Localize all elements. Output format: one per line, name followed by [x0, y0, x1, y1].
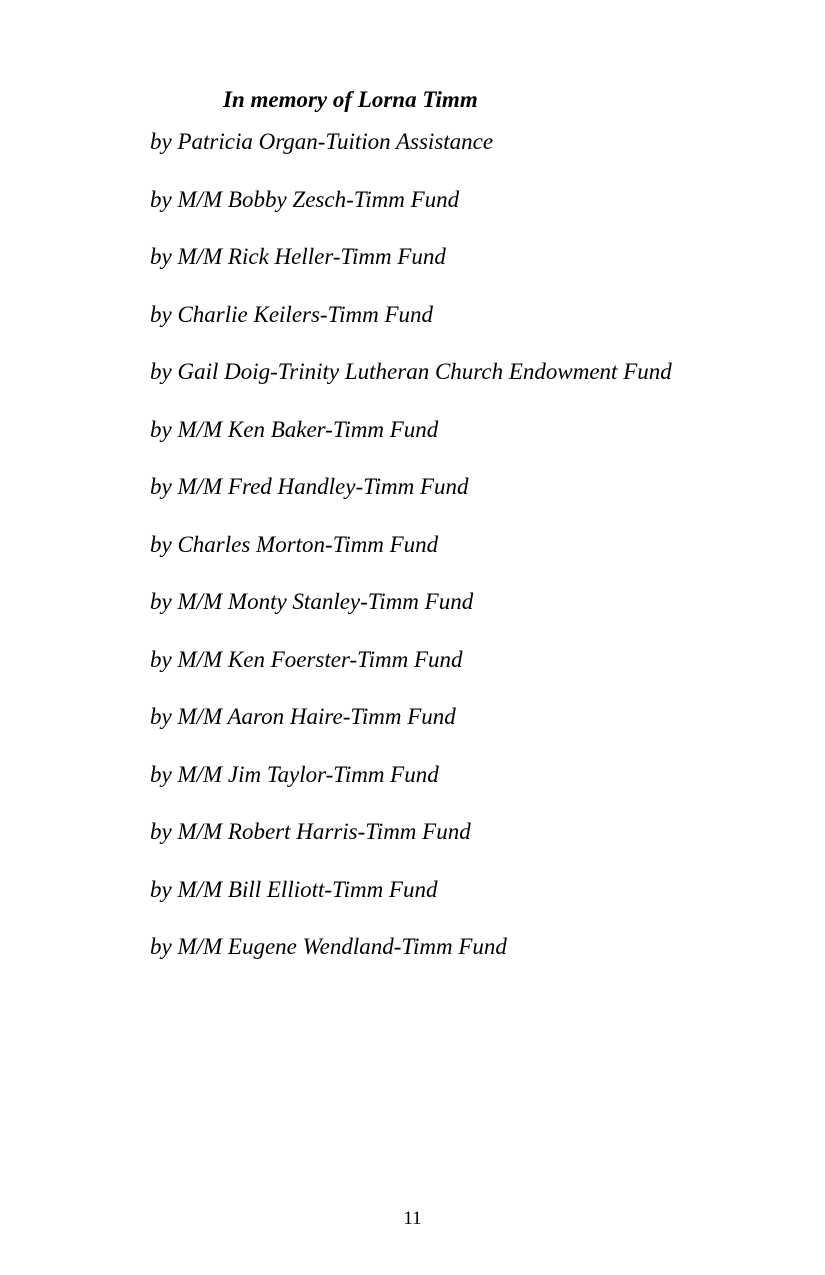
donation-entry: by M/M Fred Handley-Timm Fund	[150, 474, 469, 499]
donation-entry: by M/M Aaron Haire-Timm Fund	[150, 704, 456, 729]
donation-entry: by M/M Jim Taylor-Timm Fund	[150, 761, 439, 787]
donation-entry: by M/M Ken Baker-Timm Fund	[150, 416, 439, 442]
donation-entry: by Gail Doig-Trinity Lutheran Church Endowment Fund	[150, 359, 672, 384]
donation-entry: by Charlie Keilers-Timm Fund	[150, 301, 434, 327]
donation-entry: by M/M Rick Heller-Timm Fund	[150, 244, 446, 269]
page-number: 11	[403, 1208, 422, 1229]
donation-entry: by M/M Bobby Zesch-Timm Fund	[150, 186, 460, 212]
donation-entry: by M/M Monty Stanley-Timm Fund	[150, 589, 474, 614]
donation-entry: by M/M Ken Foerster-Timm Fund	[150, 646, 463, 672]
donation-entry: by M/M Robert Harris-Timm Fund	[150, 819, 471, 844]
donation-list	[150, 128, 672, 991]
donation-entry: by Patricia Organ-Tuition Assistance	[150, 129, 494, 154]
donation-entry: by M/M Eugene Wendland-Timm Fund	[150, 934, 507, 959]
memorial-heading: In memory of Lorna Timm	[223, 87, 478, 112]
donation-entry: by M/M Bill Elliott-Timm Fund	[150, 876, 438, 902]
donation-entry: by Charles Morton-Timm Fund	[150, 531, 439, 557]
